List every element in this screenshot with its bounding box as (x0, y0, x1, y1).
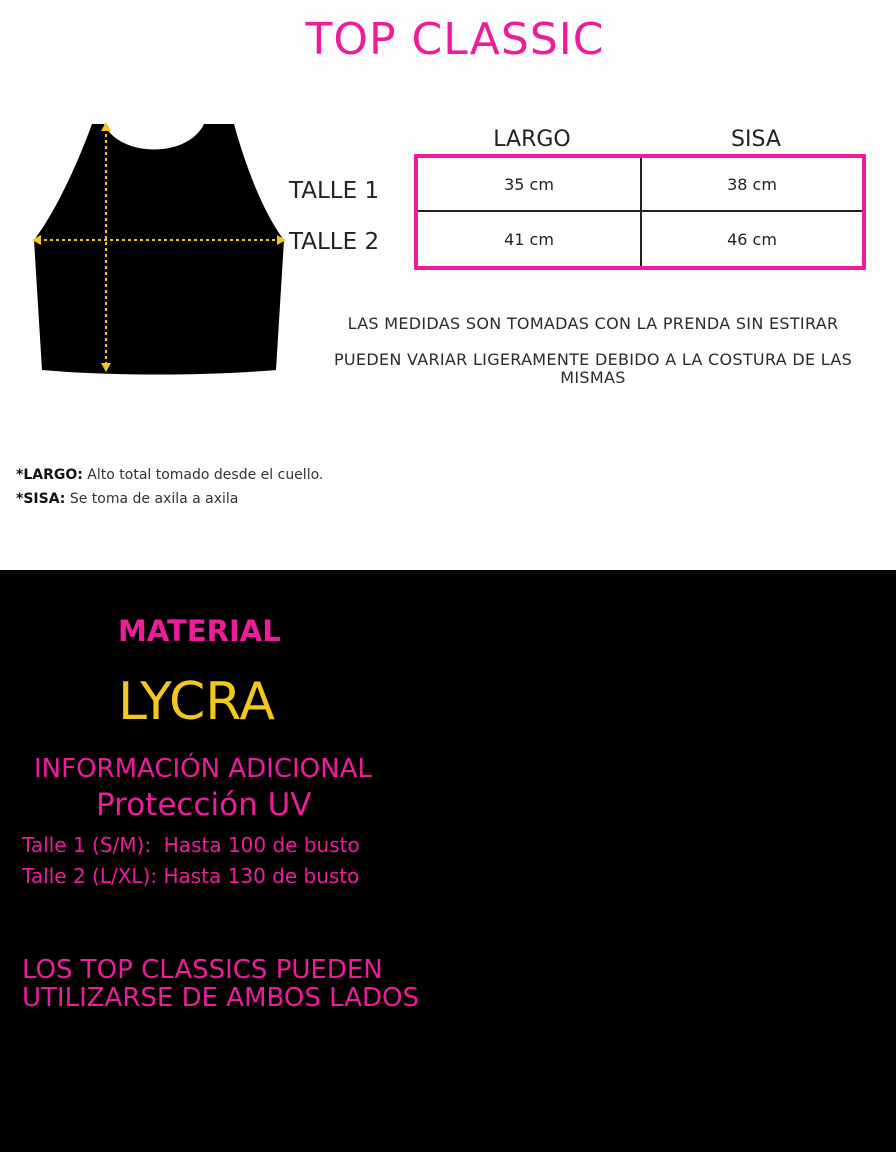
material-heading: MATERIAL (118, 614, 281, 648)
variation-note: PUEDEN VARIAR LIGERAMENTE DEBIDO A LA COSTURA DE LAS (333, 350, 853, 369)
cell-talle-2-largo: 41 cm (418, 212, 642, 266)
tank-top-shape (34, 124, 284, 375)
row-label-talle-2: TALLE 2 (289, 229, 380, 255)
size-table (414, 154, 866, 270)
column-header-largo: LARGO (493, 127, 571, 152)
size-2-bust-info: Talle 2 (L/XL): Hasta 130 de busto (22, 864, 360, 888)
additional-info-heading: INFORMACIÓN ADICIONAL (34, 754, 372, 784)
reversible-note (22, 956, 419, 1012)
uv-protection-label: Protección UV (96, 787, 312, 823)
reversible-line-1: LOS TOP CLASSICS PUEDEN (22, 955, 383, 985)
measurement-note: LAS MEDIDAS SON TOMADAS CON LA PRENDA SIN ESTIRAR (347, 314, 839, 333)
cell-talle-1-sisa: 38 cm (642, 158, 862, 212)
size-guide-panel (0, 0, 896, 570)
legend-sisa: *SISA: Se toma de axila a axila (16, 491, 239, 507)
page-title: TOP CLASSIC (305, 14, 605, 65)
tank-top-illustration (28, 118, 290, 380)
reversible-line-2: UTILIZARSE DE AMBOS LADOS (22, 983, 419, 1013)
legend-largo: *LARGO: Alto total tomado desde el cuello. (16, 467, 324, 483)
cell-talle-2-sisa: 46 cm (727, 229, 777, 249)
product-info-panel (0, 570, 896, 1152)
row-label-talle-1: TALLE 1 (289, 178, 380, 204)
column-header-sisa: SISA (731, 127, 781, 152)
cell-talle-1-largo: 35 cm (418, 158, 642, 212)
variation-note-cont: MISMAS (560, 368, 626, 387)
size-1-bust-info: Talle 1 (S/M): Hasta 100 de busto (22, 833, 360, 857)
material-value: LYCRA (118, 672, 275, 732)
